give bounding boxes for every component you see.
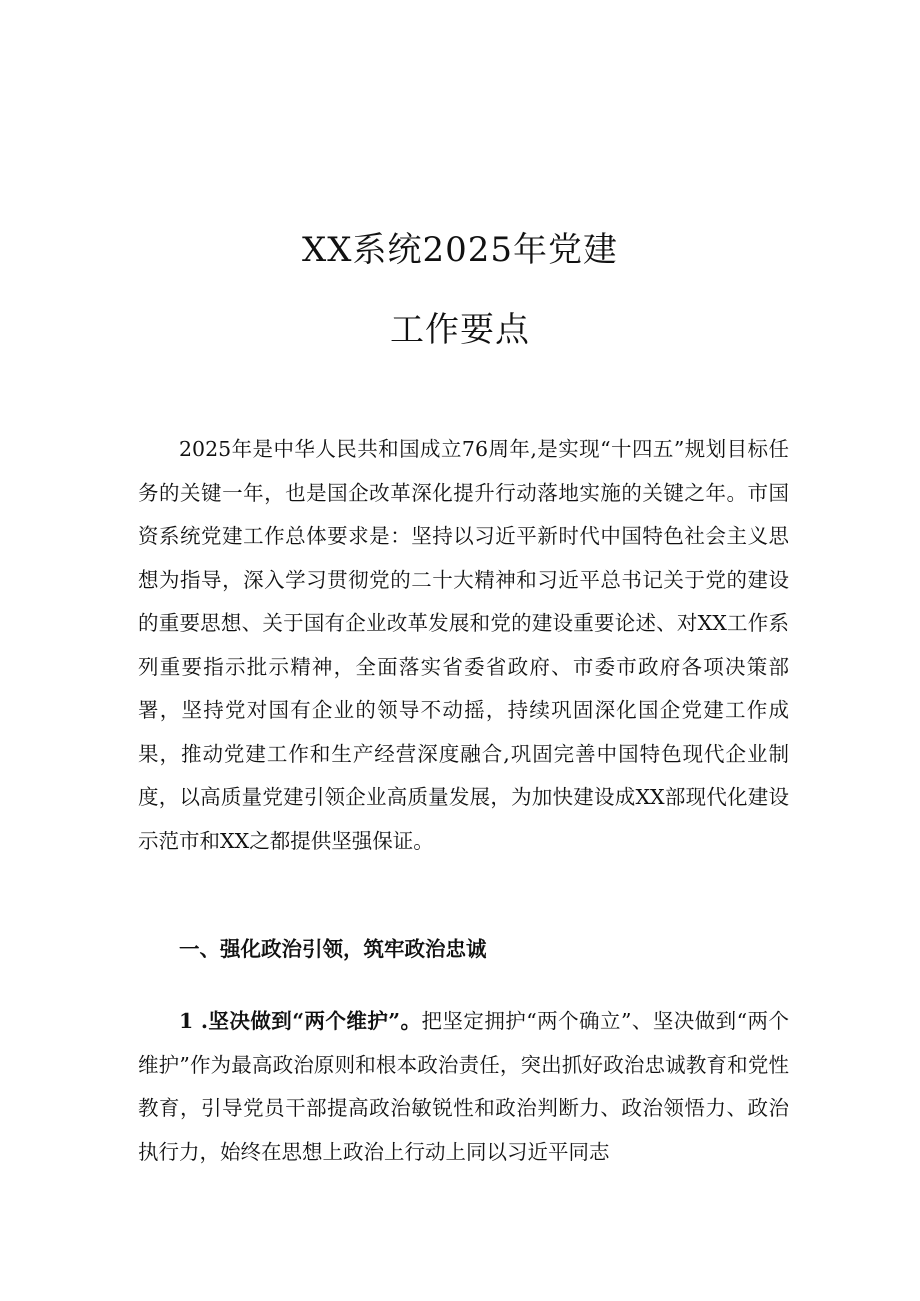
intro-paragraph-block [138,428,789,863]
item-1-paragraph-block [138,1000,789,1174]
item-1-paragraph [138,1000,789,1174]
document-title-line-2: 工作要点 [390,310,530,350]
item-1-text: 把坚定拥护“两个确立”、坚决做到“两个维护”作为最高政治原则和根本政治责任，突出抓好政治忠诚教育和党性教育，引导党员干部提高政治敏锐性和政治判断力、政治领悟力、政治执行力，始终在思想上政治上行动上同以习近平同志 [138,1009,789,1164]
document-title-line-1: XX系统2025年党建 [302,230,618,270]
section-heading-1: 一、强化政治引领，筑牢政治忠诚 [179,937,487,961]
item-1-lead: 1 .坚决做到“两个维护”。 [179,1009,422,1033]
intro-paragraph: 2025年是中华人民共和国成立76周年,是实现“十四五”规划目标任务的关键一年，也是国企改革深化提升行动落地实施的关键之年。市国资系统党建工作总体要求是：坚持以习近平新时代中国特色社会主义思想为指导，深入学习贯彻党的二十大精神和习近平总书记关于党的建设的重要思想、关于国有企业改革发展和党的建设重要论述、对XX工作系列重要指示批示精神，全面落实省委省政府、市委市政府各项决策部署，坚持党对国有企业的领导不动摇，持续巩固深化国企党建工作成果，推动党建工作和生产经营深度融合,巩固完善中国特色现代企业制度，以高质量党建引领企业高质量发展，为加快建设成XX部现代化建设示范市和XX之都提供坚强保证。 [138,437,789,853]
